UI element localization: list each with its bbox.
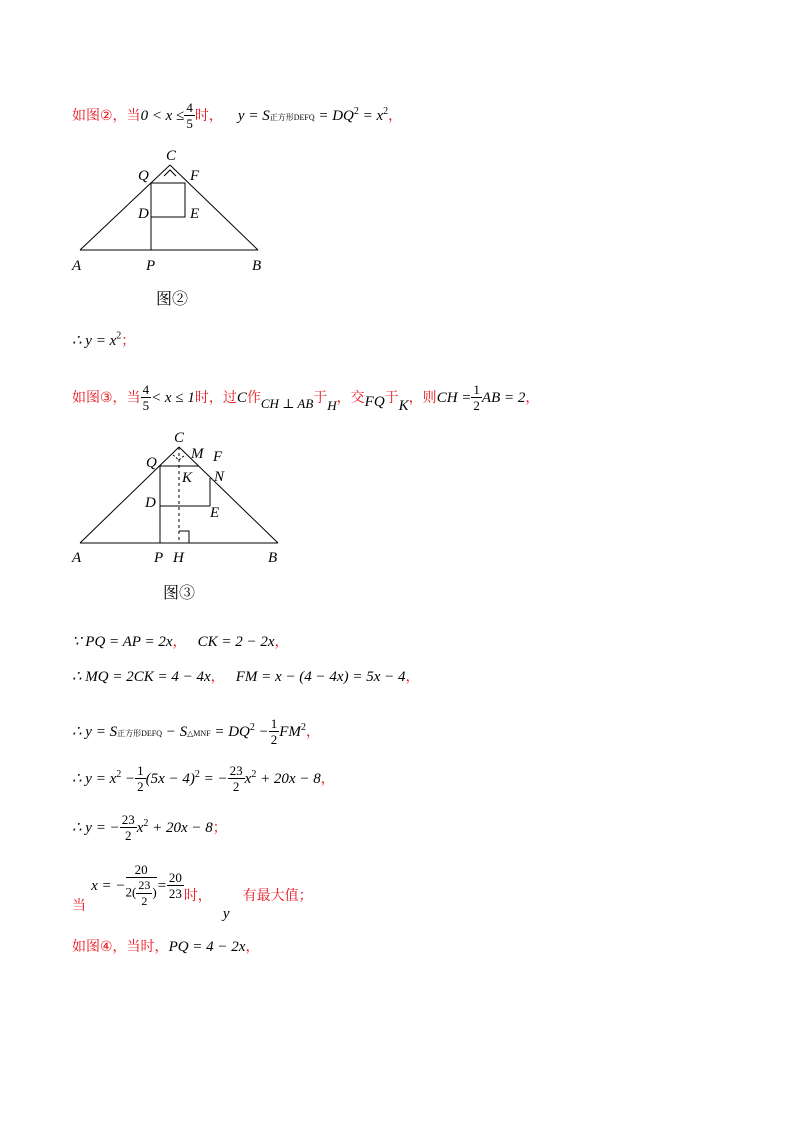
punctuation: ， — [320, 771, 335, 787]
punctuation: ， — [210, 669, 225, 685]
line-2 — [72, 330, 135, 350]
line-6 — [72, 716, 320, 747]
equation: ∴ y = − — [72, 820, 120, 836]
text-red: 于 — [384, 390, 399, 406]
variable-y: y — [222, 906, 230, 922]
point-h: H — [327, 398, 337, 413]
inequality: < x ≤ 1 — [151, 390, 195, 406]
square-defq — [151, 183, 185, 217]
inequality: 0 < x ≤ — [140, 108, 185, 124]
fraction: $\frac{23}{2}$ — [121, 812, 135, 843]
fraction: $\frac{4}{5}$ — [142, 382, 150, 413]
equation: $x^2 + 20x - 8$ — [244, 769, 321, 787]
punctuation: ， — [245, 939, 260, 955]
label-b: B — [268, 550, 278, 565]
text-red: 如图④，当时， — [72, 939, 169, 955]
label-c: C — [166, 148, 177, 164]
equation: AB = 2 — [481, 390, 526, 406]
label-a: A — [72, 550, 82, 565]
label-q: Q — [138, 168, 149, 184]
label-e: E — [210, 505, 220, 521]
label-m: M — [191, 446, 204, 462]
label-q: Q — [146, 455, 157, 471]
text-red: 时， — [183, 888, 212, 904]
label-f: F — [190, 168, 200, 184]
line-10 — [72, 936, 259, 956]
label-k: K — [182, 470, 193, 486]
equation: CH = — [436, 390, 472, 406]
fraction: $\frac{20}{23}$ — [168, 870, 182, 901]
equation: CK = 2 − 2x — [197, 634, 275, 650]
equation: $(5x - 4)^2$ = − — [145, 769, 228, 787]
label-h: H — [173, 550, 184, 565]
label-f: F — [213, 449, 223, 465]
fraction: $\frac{4}{5}$ — [186, 100, 193, 131]
equals: = — [156, 878, 167, 894]
punctuation: ， — [388, 108, 403, 124]
equation: ∴ y = x — [72, 333, 117, 349]
figure-2 — [70, 142, 280, 277]
text-red: 于 — [313, 390, 328, 406]
label-p: P — [146, 258, 156, 274]
label-e: E — [190, 206, 200, 222]
label-a: A — [72, 258, 82, 274]
fraction: $\frac{23}{2}$ — [229, 763, 243, 794]
label-d: D — [138, 206, 149, 222]
figure-3-caption: 图③ — [163, 583, 196, 602]
text-red: 如图③，当 — [72, 390, 141, 406]
label-n: N — [214, 469, 225, 485]
perpendicular: CH ⊥ AB — [260, 396, 314, 411]
fraction: $\frac{1}{2}$ — [473, 382, 480, 413]
label-p: P — [154, 550, 164, 565]
text-red: ，则 — [408, 390, 437, 406]
figure-3 — [70, 425, 295, 565]
label-c: C — [174, 430, 185, 446]
equation: ∴ MQ = 2CK = 4 − 4x — [72, 669, 211, 685]
punctuation: ， — [405, 669, 420, 685]
punctuation: ， — [172, 634, 187, 650]
superscript: 2 — [116, 330, 122, 342]
segment-ac — [80, 447, 179, 543]
text-red: 当 — [72, 898, 86, 914]
fraction: 20 2( $\frac{23}{2}$ ) — [125, 862, 157, 908]
line-1 — [72, 100, 402, 131]
text-red: 有最大值； — [242, 888, 313, 904]
equation: FM = x − (4 − 4x) = 5x − 4 — [235, 669, 406, 685]
line-5 — [72, 666, 419, 686]
punctuation: ； — [121, 333, 136, 349]
punctuation: ， — [525, 390, 540, 406]
right-angle-mark — [164, 170, 176, 176]
fraction: $\frac{1}{2}$ — [270, 716, 278, 747]
label-d: D — [145, 495, 156, 511]
equation: $x^2 + 20x - 8$ — [136, 818, 213, 836]
equation: ∴ $y = x^2$ − — [72, 769, 136, 787]
equation: PQ = 4 − 2x — [168, 939, 246, 955]
text-red: ，交 — [336, 390, 365, 406]
punctuation: ， — [305, 724, 320, 740]
fraction: $\frac{1}{2}$ — [137, 763, 144, 794]
point-c: C — [236, 390, 247, 406]
equation: y = S正方形DEFQ = $DQ^2 = x^2$ — [237, 106, 389, 124]
text-red: 作 — [246, 390, 261, 406]
line-4 — [72, 631, 289, 651]
punctuation: ， — [274, 634, 289, 650]
equation: x = − — [91, 878, 126, 894]
figure-2-caption: 图② — [156, 289, 189, 308]
text-red: 时， — [194, 108, 223, 124]
text-red: 时，过 — [194, 390, 237, 406]
line-7 — [72, 763, 335, 794]
punctuation: ； — [212, 820, 227, 836]
right-angle-h — [179, 531, 189, 543]
line-8 — [72, 812, 227, 843]
equation: $FM^2$ — [279, 722, 306, 740]
label-b: B — [252, 258, 262, 274]
line-3 — [72, 382, 539, 413]
equation: ∵ PQ = AP = 2x — [72, 634, 173, 650]
segment-fq: FQ — [364, 394, 385, 410]
text-red: 如图②，当 — [72, 108, 141, 124]
line-9 — [72, 862, 313, 928]
point-k: K — [398, 398, 409, 414]
equation: ∴ y = S正方形DEFQ − S△MNF = $DQ^2$ − — [72, 722, 269, 740]
segment-bc — [170, 165, 258, 250]
segment-ac — [80, 165, 170, 250]
